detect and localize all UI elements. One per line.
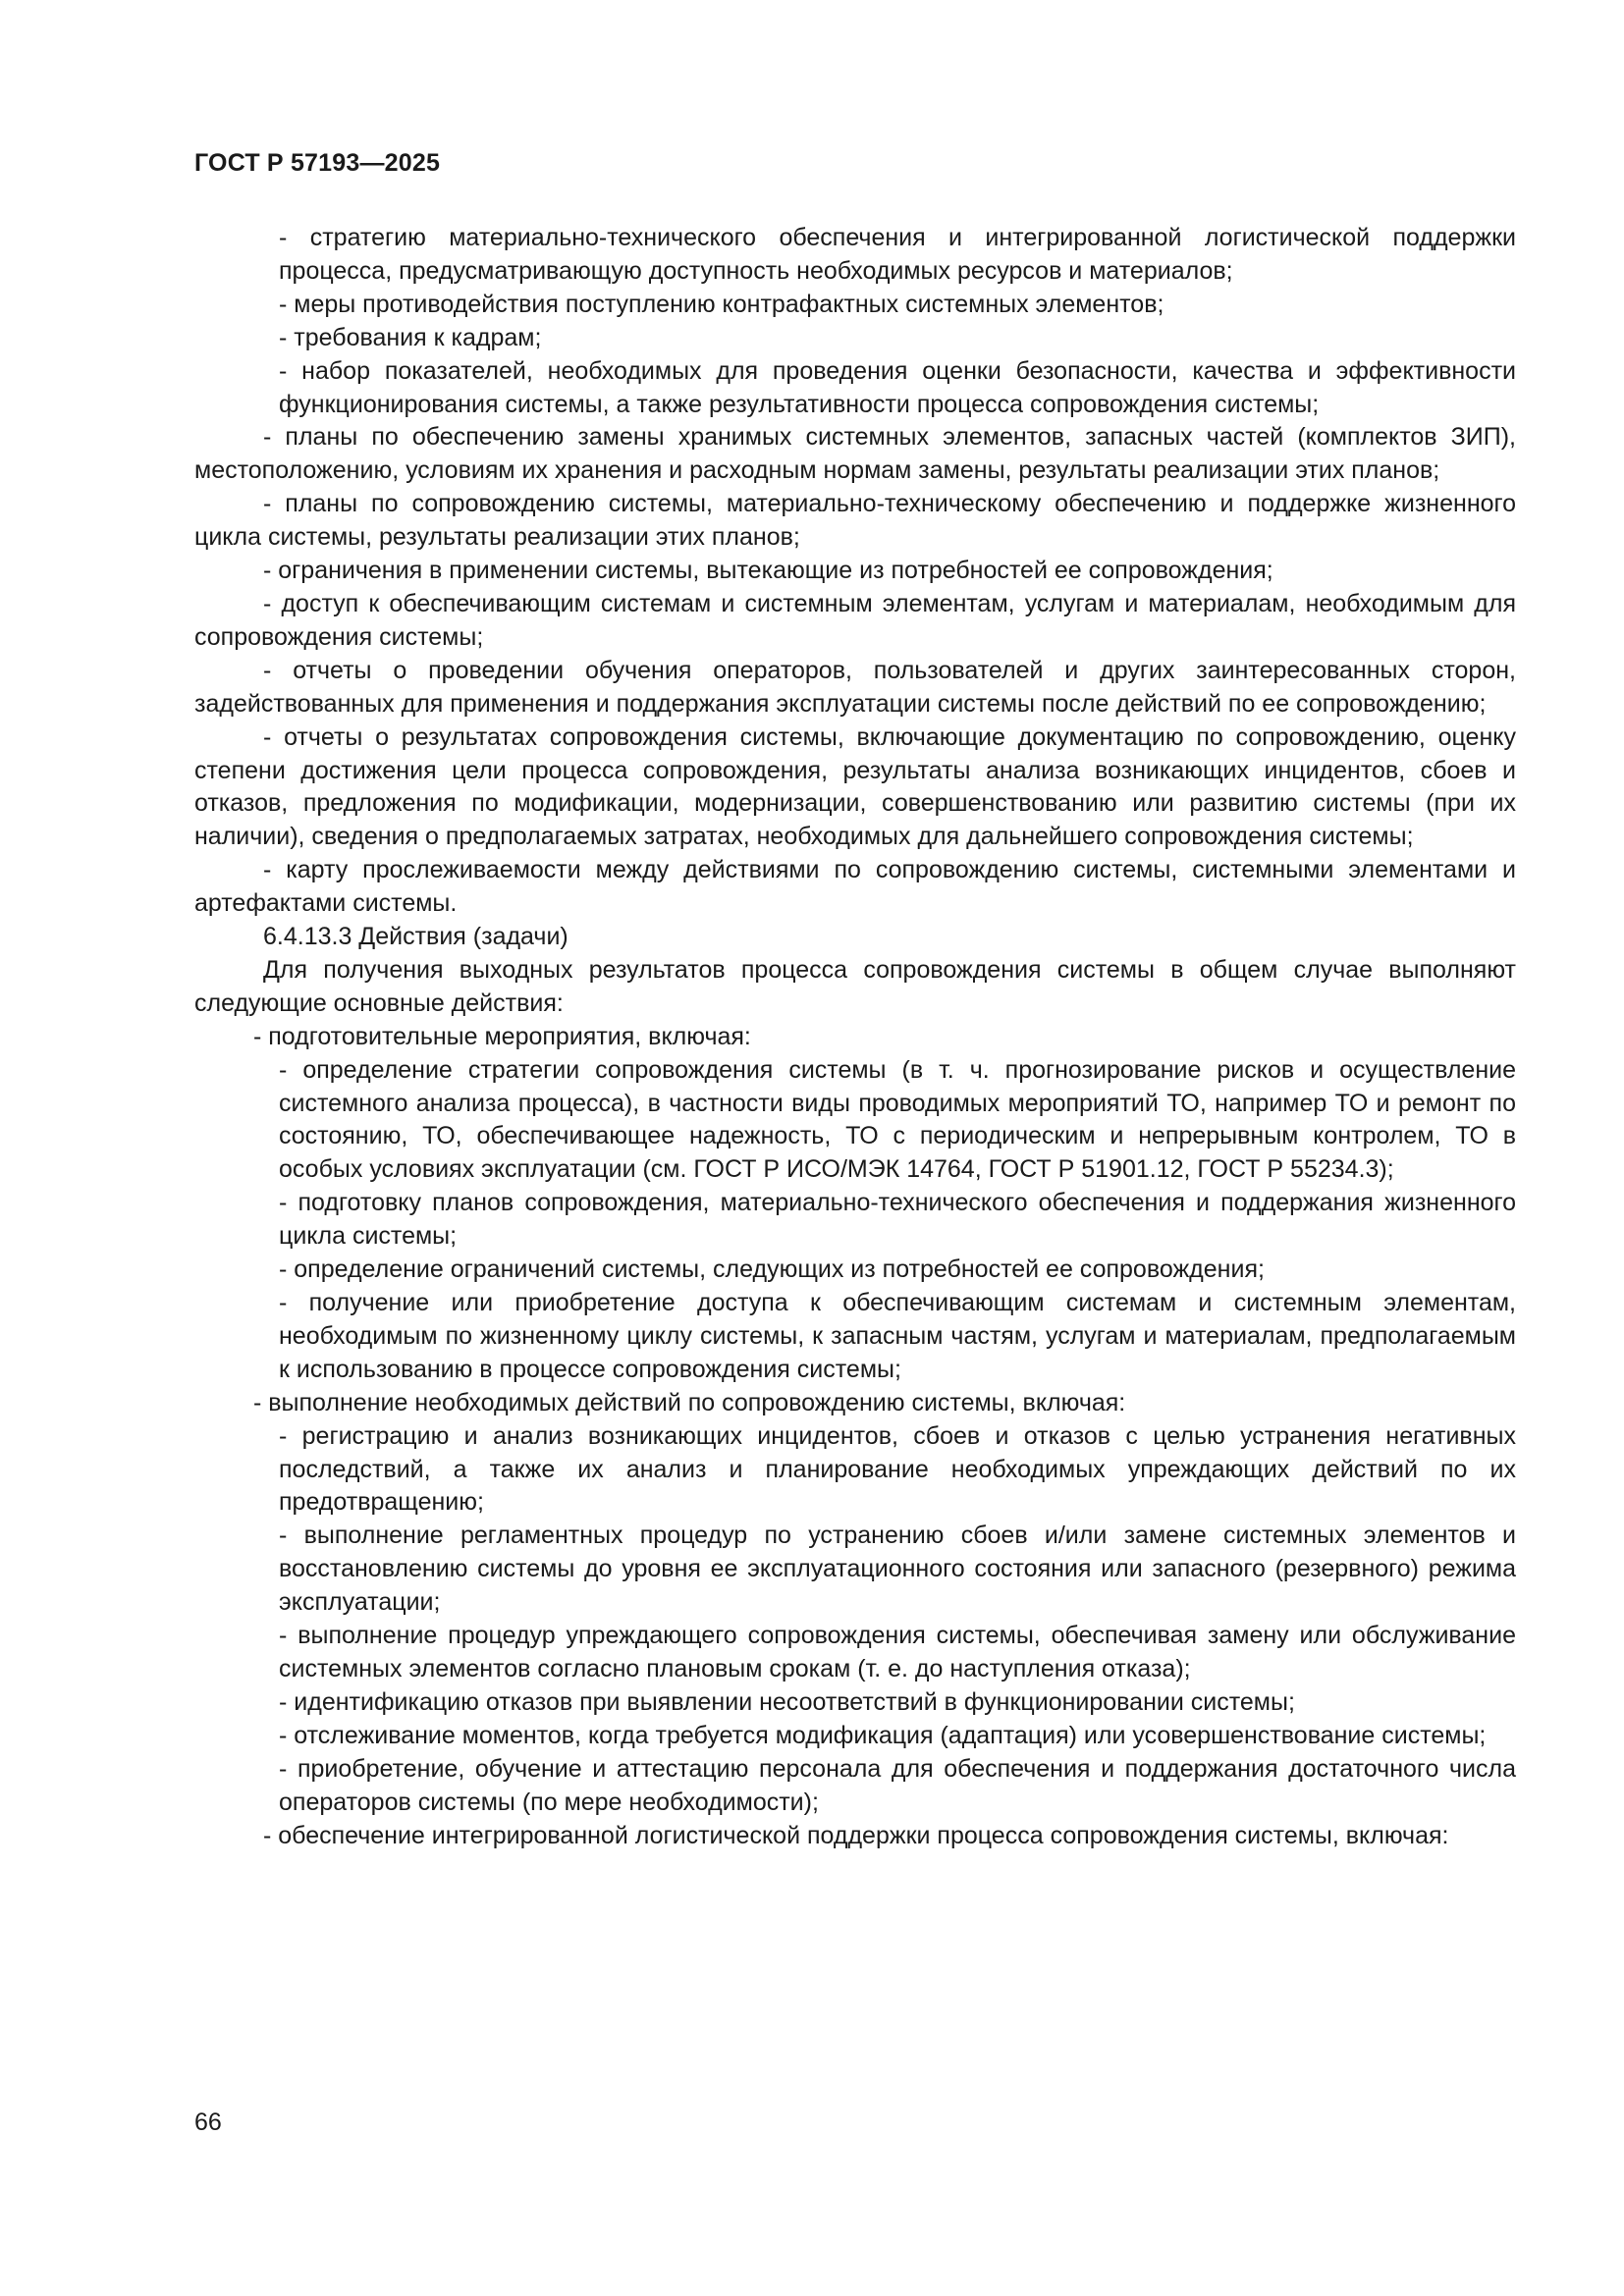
- list-item: - регистрацию и анализ возникающих инцидентов, сбоев и отказов с целью устранения негативных последствий, а также их анализ и планирование необходимых упреждающих действий по их предотвращению;: [279, 1421, 1516, 1517]
- list-item: - планы по обеспечению замены хранимых системных элементов, запасных частей (комплектов ЗИП), местоположению, условиям их хранения и расходным нормам замены, результаты реализации этих планов;: [194, 423, 1516, 485]
- list-item: - отчеты о проведении обучения операторов, пользователей и других заинтересованных сторон, задействованных для применения и поддержания эксплуатации системы после действий по ее сопровождению;: [194, 656, 1516, 718]
- list-item: - отчеты о результатах сопровождения системы, включающие документацию по сопровождению, оценку степени достижения цели процесса сопровождения, результаты анализа возникающих инцидентов, сбоев и отказов, предложения по модификации, модернизации, совершенствованию или развитию системы (при их наличии), сведения о предполагаемых затратах, необходимых для дальнейшего сопровождения системы;: [194, 722, 1516, 851]
- list-item: - обеспечение интегрированной логистической поддержки процесса сопровождения системы, включая:: [263, 1821, 1449, 1849]
- document-code-header: ГОСТ Р 57193—2025: [194, 149, 441, 177]
- list-item: - набор показателей, необходимых для проведения оценки безопасности, качества и эффективности функционирования системы, а также результативности процесса сопровождения системы;: [279, 356, 1516, 418]
- list-item: - подготовительные мероприятия, включая:: [253, 1022, 751, 1050]
- list-item: - меры противодействия поступлению контрафактных системных элементов;: [279, 290, 1164, 318]
- list-item: - выполнение регламентных процедур по устранению сбоев и/или замене системных элементов и восстановлению системы до уровня ее эксплуатационного состояния или запасного (резервного) режима эксплуатации;: [279, 1522, 1516, 1617]
- list-item: - требования к кадрам;: [279, 323, 542, 351]
- list-item: - определение ограничений системы, следующих из потребностей ее сопровождения;: [279, 1255, 1265, 1284]
- page-number: 66: [194, 2109, 222, 2136]
- list-item: - отслеживание моментов, когда требуется модификация (адаптация) или усовершенствование системы;: [279, 1721, 1487, 1749]
- list-item: - доступ к обеспечивающим системам и системным элементам, услугам и материалам, необходимым для сопровождения системы;: [194, 589, 1516, 651]
- list-item: - выполнение необходимых действий по сопровождению системы, включая:: [253, 1388, 1126, 1416]
- section-heading: 6.4.13.3 Действия (задачи): [263, 923, 568, 951]
- list-item: - идентификацию отказов при выявлении несоответствий в функционировании системы;: [279, 1687, 1295, 1716]
- list-item: - выполнение процедур упреждающего сопровождения системы, обеспечивая замену или обслуживание системных элементов согласно плановым срокам (т. е. до наступления отказа);: [279, 1622, 1516, 1682]
- paragraph: Для получения выходных результатов процесса сопровождения системы в общем случае выполняют следующие основные действия:: [194, 955, 1516, 1017]
- document-body: [194, 222, 1516, 1852]
- list-item: - ограничения в применении системы, вытекающие из потребностей ее сопровождения;: [263, 557, 1273, 585]
- list-item: - определение стратегии сопровождения системы (в т. ч. прогнозирование рисков и осуществление системного анализа процесса), в частности виды проводимых мероприятий ТО, например ТО и ремонт по состоянию, ТО, обеспечивающее надежность, ТО с периодическим и непрерывным контролем, ТО в особых условиях эксплуатации (см. ГОСТ Р ИСО/МЭК 14764, ГОСТ Р 51901.12, ГОСТ Р 55234.3);: [279, 1055, 1516, 1184]
- list-item: - подготовку планов сопровождения, материально-технического обеспечения и поддержания жизненного цикла системы;: [279, 1189, 1516, 1251]
- list-item: - приобретение, обучение и аттестацию персонала для обеспечения и поддержания достаточного числа операторов системы (по мере необходимости);: [279, 1754, 1516, 1816]
- list-item: - получение или приобретение доступа к обеспечивающим системам и системным элементам, необходимым по жизненному циклу системы, к запасным частям, услугам и материалам, предполагаемым к использованию в процессе сопровождения системы;: [279, 1289, 1516, 1383]
- list-item: - карту прослеживаемости между действиями по сопровождению системы, системными элементами и артефактами системы.: [194, 856, 1516, 918]
- list-item: - планы по сопровождению системы, материально-техническому обеспечению и поддержке жизненного цикла системы, результаты реализации этих планов;: [194, 490, 1516, 552]
- list-item: - стратегию материально-технического обеспечения и интегрированной логистической поддержки процесса, предусматривающую доступность необходимых ресурсов и материалов;: [279, 224, 1516, 285]
